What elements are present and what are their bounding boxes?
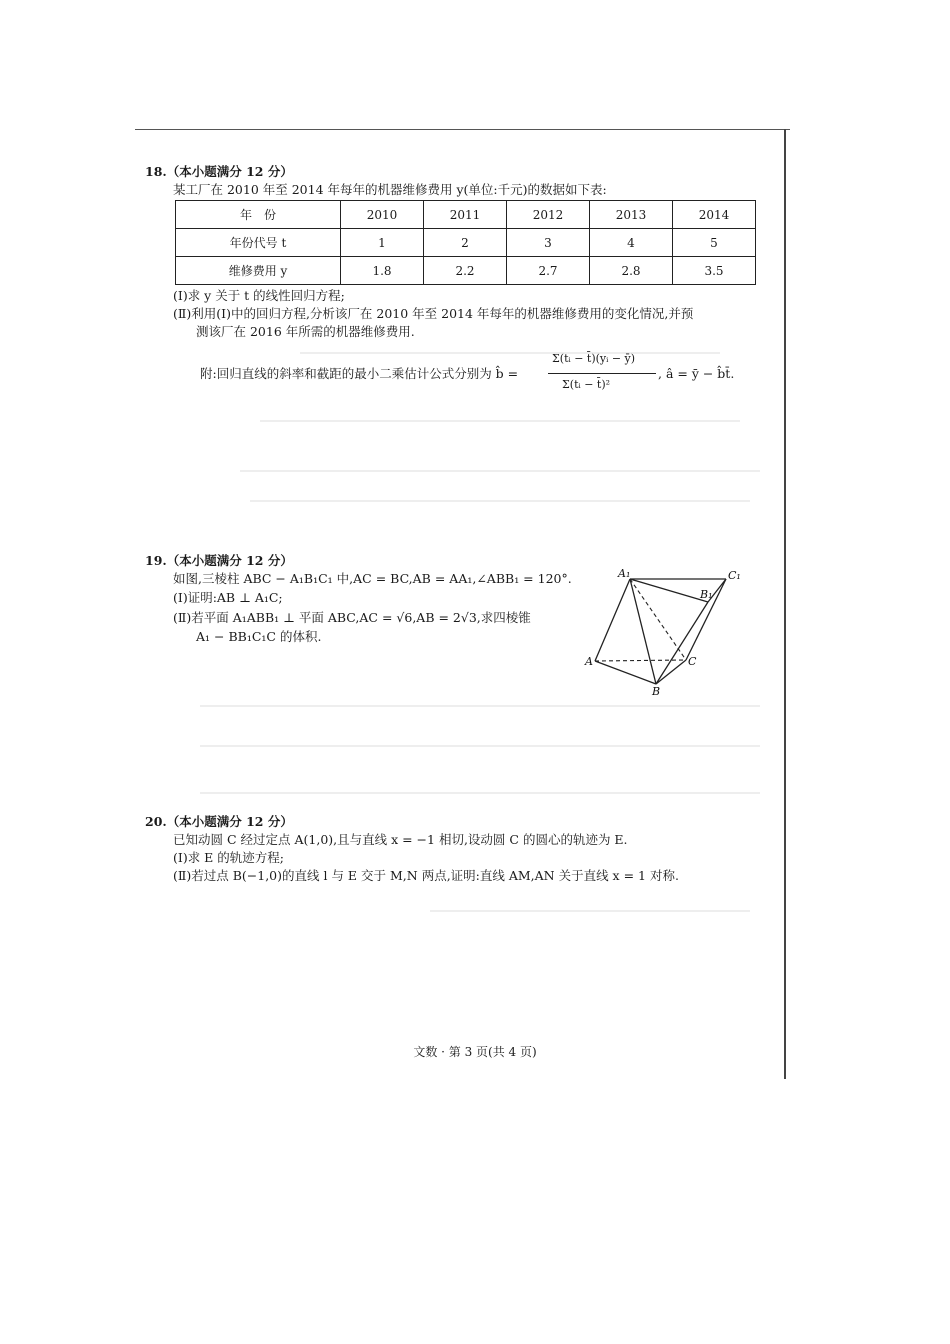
- table-row: [176, 229, 756, 257]
- table-cell: 3: [507, 229, 590, 257]
- table-cell: 4: [590, 229, 673, 257]
- table-cell: 3.5: [673, 257, 756, 285]
- fraction-bar: [548, 373, 656, 374]
- table-cell: 2013: [590, 201, 673, 229]
- table-row-label: 年 份: [176, 201, 341, 229]
- table-cell: 2014: [673, 201, 756, 229]
- table-cell: 2: [424, 229, 507, 257]
- q18-intro: 某工厂在 2010 年至 2014 年每年的机器维修费用 y(单位:千元)的数据如下表:: [173, 182, 607, 197]
- edge-a1b: [630, 579, 656, 684]
- table-cell: 1: [341, 229, 424, 257]
- q18-part1: (Ⅰ)求 y 关于 t 的线性回归方程;: [173, 288, 345, 303]
- bleed-through: [300, 352, 720, 354]
- table-cell: 2.2: [424, 257, 507, 285]
- label-c: C: [688, 655, 697, 668]
- edge-a1b1: [630, 579, 708, 602]
- table-cell: 2011: [424, 201, 507, 229]
- table-cell: 2.7: [507, 257, 590, 285]
- maintenance-cost-table: [175, 200, 756, 285]
- hidden-edge-a1c: [630, 579, 686, 660]
- table-cell: 5: [673, 229, 756, 257]
- label-a1: A₁: [618, 567, 631, 580]
- table-row-label: 年份代号 t: [176, 229, 341, 257]
- q19-part2-line2: A₁ − BB₁C₁C 的体积.: [196, 629, 322, 644]
- table-cell: 2012: [507, 201, 590, 229]
- label-b: B: [652, 685, 661, 698]
- bleed-through: [430, 910, 750, 912]
- q19-intro: 如图,三棱柱 ABC − A₁B₁C₁ 中,AC = BC,AB = AA₁,∠ABB₁ = 120°.: [173, 571, 572, 586]
- q19-part1: (Ⅰ)证明:AB ⊥ A₁C;: [173, 590, 283, 605]
- label-a: A: [585, 655, 593, 668]
- q19-part2-line1: (Ⅱ)若平面 A₁ABB₁ ⊥ 平面 ABC,AC = √6,AB = 2√3,求四棱锥: [173, 610, 531, 625]
- bleed-through: [260, 420, 740, 422]
- table-cell: 1.8: [341, 257, 424, 285]
- q18-part2-line2: 测该厂在 2016 年所需的机器维修费用.: [196, 324, 415, 339]
- bleed-through: [200, 792, 760, 794]
- formula-numerator: Σ(tᵢ − t̄)(yᵢ − ȳ): [552, 352, 636, 365]
- edge-ab: [595, 661, 656, 684]
- bleed-through: [200, 745, 760, 747]
- edge-bc: [656, 660, 686, 684]
- hidden-edge-ac: [595, 660, 686, 661]
- label-b1: B₁: [700, 588, 713, 601]
- formula-prefix: 附:回归直线的斜率和截距的最小二乘估计公式分别为 b̂ =: [200, 366, 519, 381]
- formula-denominator: Σ(tᵢ − t̄)²: [562, 378, 611, 391]
- table-row: [176, 201, 756, 229]
- q18-header: 18.（本小题满分 12 分）: [145, 164, 293, 179]
- prism-figure: [580, 565, 760, 700]
- q20-part2: (Ⅱ)若过点 B(−1,0)的直线 l 与 E 交于 M,N 两点,证明:直线 AM,AN 关于直线 x = 1 对称.: [173, 868, 679, 883]
- formula-suffix: , â = ȳ − b̂t̄.: [658, 366, 735, 381]
- q20-header: 20.（本小题满分 12 分）: [145, 814, 293, 829]
- table-cell: 2.8: [590, 257, 673, 285]
- label-c1: C₁: [728, 569, 741, 582]
- table-cell: 2010: [341, 201, 424, 229]
- bleed-through: [250, 500, 750, 502]
- page-border-top: [135, 129, 790, 130]
- edge-a1a: [595, 579, 630, 661]
- bleed-through: [200, 705, 760, 707]
- q18-part2-line1: (Ⅱ)利用(Ⅰ)中的回归方程,分析该厂在 2010 年至 2014 年每年的机器维修费用的变化情况,并预: [173, 306, 694, 321]
- bleed-through: [240, 470, 760, 472]
- q19-header: 19.（本小题满分 12 分）: [145, 553, 293, 568]
- page-footer: 文数 · 第 3 页(共 4 页): [413, 1045, 537, 1059]
- q20-intro: 已知动圆 C 经过定点 A(1,0),且与直线 x = −1 相切,设动圆 C 的圆心的轨迹为 E.: [173, 832, 628, 847]
- q20-part1: (Ⅰ)求 E 的轨迹方程;: [173, 850, 284, 865]
- table-row-label: 维修费用 y: [176, 257, 341, 285]
- page-border-right: [784, 129, 786, 1079]
- table-row: [176, 257, 756, 285]
- edge-b1b: [656, 602, 708, 684]
